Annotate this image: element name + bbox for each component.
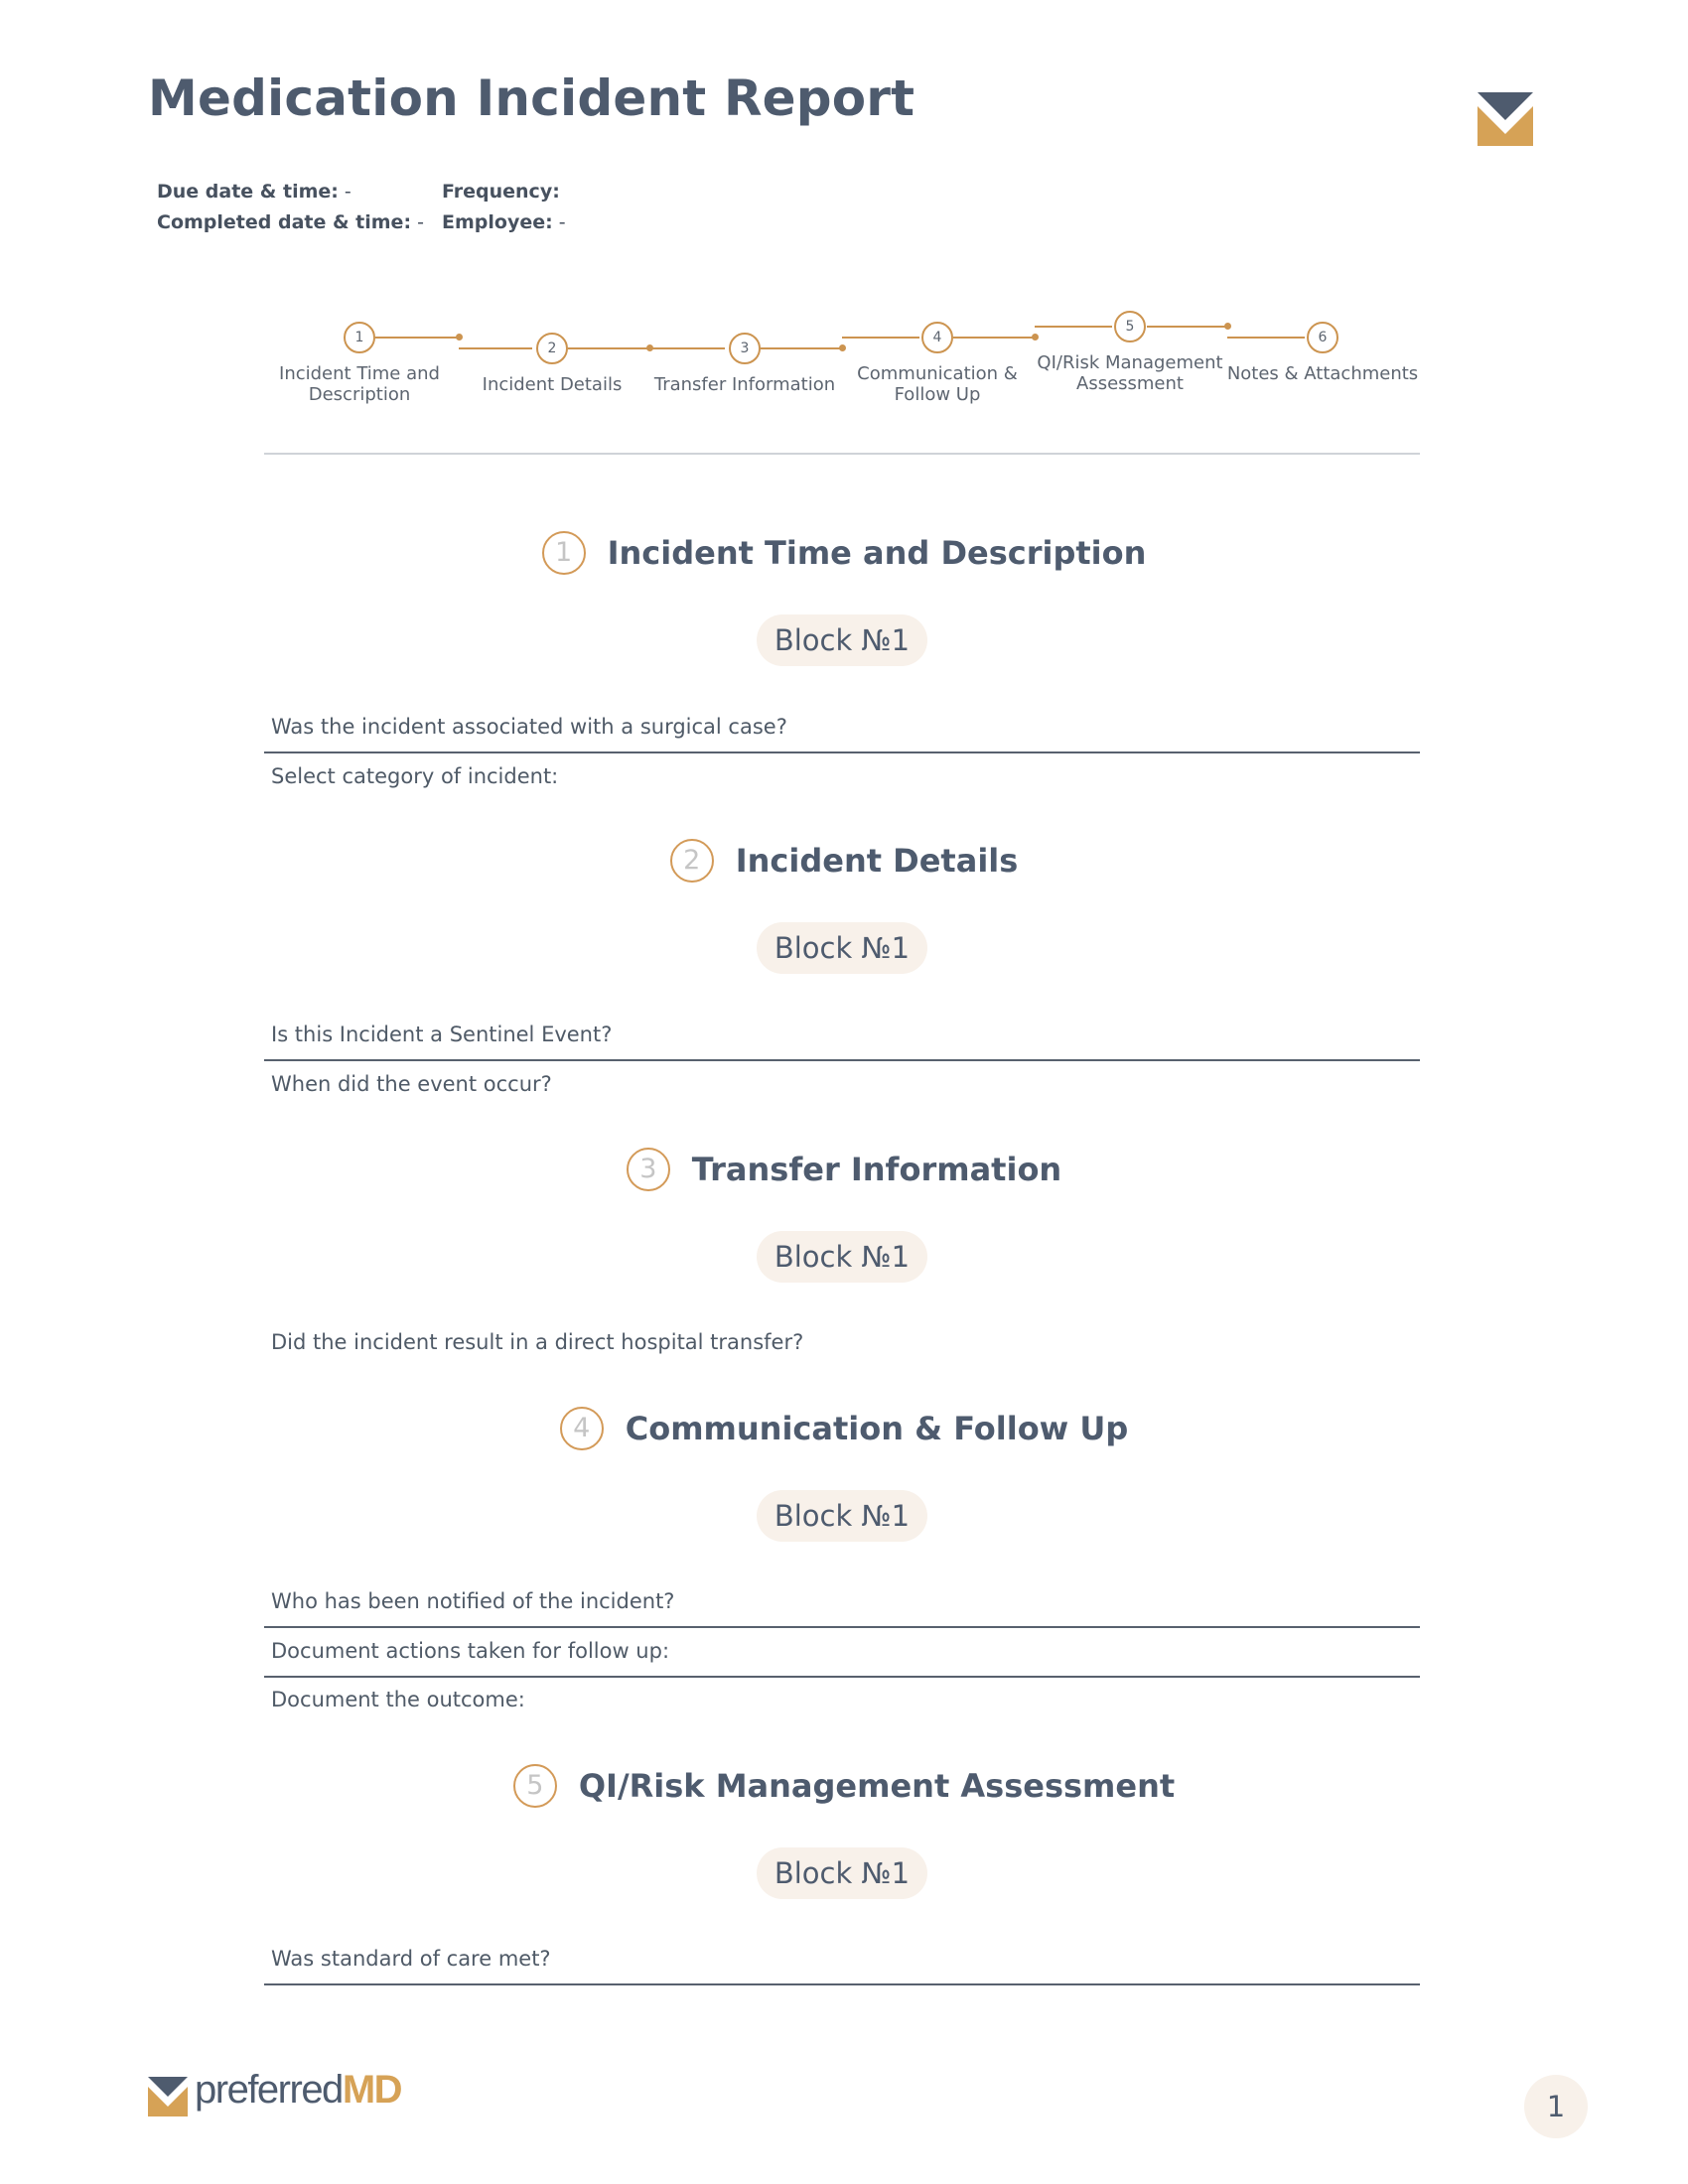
question-follow-up-actions: Document actions taken for follow up: [271,1639,670,1663]
section-1-header [0,531,1688,575]
question-event-time: When did the event occur? [271,1072,552,1096]
step-4-label[interactable]: Communication & Follow Up [857,363,1018,405]
question-standard-of-care: Was standard of care met? [271,1947,551,1971]
section-number: 5 [513,1764,557,1808]
step-connector [375,337,459,339]
due-date-row [157,181,352,203]
step-connector [953,337,1035,339]
brand-wordmark [195,2068,401,2113]
section-number: 1 [542,531,586,575]
question-divider [264,1676,1420,1678]
step-connector-dot [456,334,463,341]
block-badge: Block №1 [757,614,927,666]
section-number: 3 [627,1148,670,1191]
step-6-circle[interactable]: 6 [1307,322,1338,353]
step-2-circle[interactable]: 2 [536,333,568,364]
brand-part-1: preferred [195,2068,343,2112]
due-date-label: Due date & time: [157,181,339,203]
logo-icon [1477,92,1533,146]
completed-date-label: Completed date & time: [157,211,412,233]
step-connector [649,347,725,349]
step-connector [842,337,919,339]
step-4-circle[interactable]: 4 [921,322,953,353]
divider [264,453,1420,455]
due-date-value: - [344,181,352,203]
question-divider [264,751,1420,753]
section-number: 4 [560,1407,604,1450]
step-2-label[interactable]: Incident Details [482,374,623,395]
brand-logo-icon [148,2077,188,2116]
frequency-row [442,181,560,203]
step-6-label[interactable]: Notes & Attachments [1226,363,1419,384]
section-title: Incident Details [735,842,1019,880]
question-incident-category: Select category of incident: [271,764,559,788]
question-divider [264,1626,1420,1628]
step-3-circle[interactable]: 3 [729,333,761,364]
question-divider [264,1983,1420,1985]
section-2-header [0,839,1688,883]
block-badge: Block №1 [757,922,927,974]
section-number: 2 [670,839,714,883]
section-title: Incident Time and Description [607,534,1147,572]
step-connector-dot [1032,334,1039,341]
employee-value: - [558,211,566,233]
step-connector [459,347,532,349]
block-badge: Block №1 [757,1231,927,1283]
page-number: 1 [1524,2075,1588,2138]
frequency-label: Frequency: [442,181,560,203]
step-connector [1227,337,1305,339]
question-divider [264,1059,1420,1061]
step-1-label[interactable]: Incident Time and Description [279,363,440,405]
section-title: Transfer Information [691,1151,1062,1188]
question-notified: Who has been notified of the incident? [271,1589,675,1613]
page-title: Medication Incident Report [148,69,915,127]
section-3-header [0,1148,1688,1191]
section-title: Communication & Follow Up [625,1410,1129,1447]
completed-date-value: - [417,211,424,233]
block-badge: Block №1 [757,1490,927,1542]
question-surgical-case: Was the incident associated with a surgical case? [271,715,787,739]
question-hospital-transfer: Did the incident result in a direct hospital transfer? [271,1330,804,1354]
step-connector [1147,326,1228,328]
step-connector [568,347,649,349]
step-1-circle[interactable]: 1 [344,322,375,353]
block-badge: Block №1 [757,1847,927,1899]
employee-row [442,211,566,233]
section-4-header [0,1407,1688,1450]
step-5-label[interactable]: QI/Risk Management Assessment [1037,352,1223,394]
section-title: QI/Risk Management Assessment [578,1767,1176,1805]
step-3-label[interactable]: Transfer Information [653,374,836,395]
question-sentinel-event: Is this Incident a Sentinel Event? [271,1023,613,1046]
step-connector-dot [839,344,846,351]
section-5-header [0,1764,1688,1808]
step-5-circle[interactable]: 5 [1114,311,1146,342]
brand-part-2: MD [342,2068,402,2112]
question-outcome: Document the outcome: [271,1688,525,1711]
step-connector-dot [1224,323,1231,330]
completed-date-row [157,211,424,233]
employee-label: Employee: [442,211,553,233]
step-connector [761,347,842,349]
step-connector [1035,326,1112,328]
